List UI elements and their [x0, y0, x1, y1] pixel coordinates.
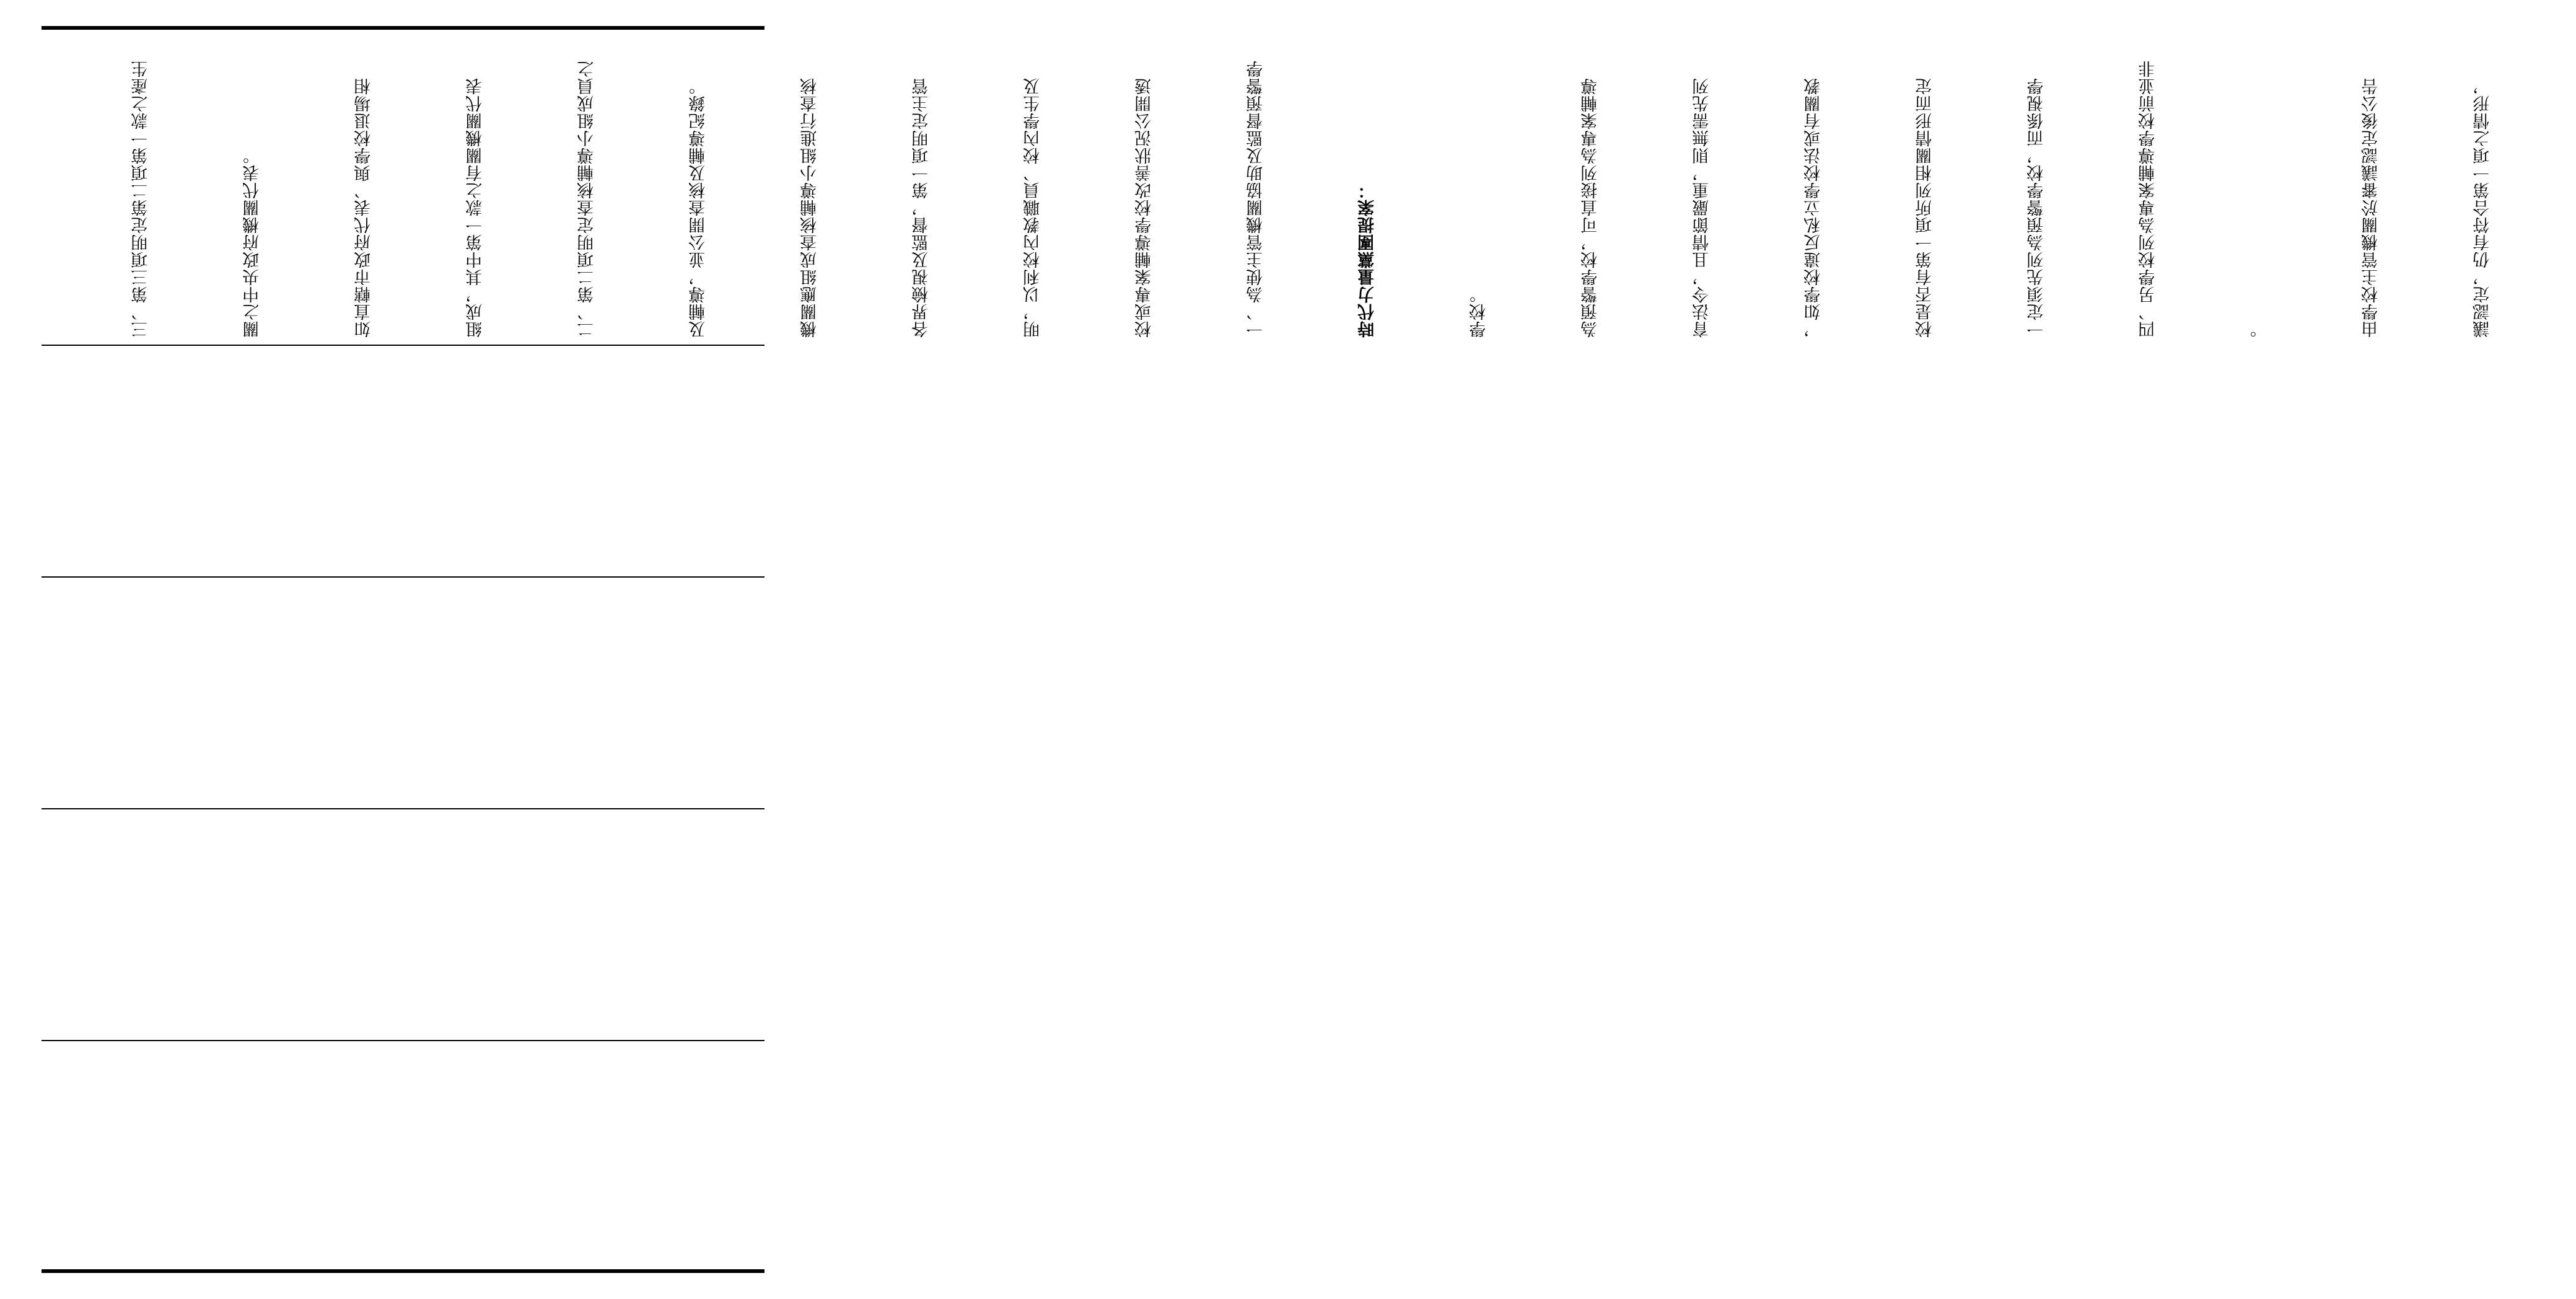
table-bottom-border [42, 1269, 764, 1273]
table-row-divider [42, 808, 764, 809]
table-row-divider [42, 576, 764, 578]
text-line: 校或專案輔導學校改善狀況公開透 [1135, 77, 1154, 338]
table-row-divider [42, 345, 764, 346]
text-line: 關之中央政府機關代表。 [243, 147, 262, 338]
explanation-cell [48, 34, 2492, 338]
text-line: 四、另學校列為專案輔導學校前並非 [2139, 60, 2158, 338]
text-line: 一、為使主管機關協助及監督預警學 [1246, 60, 1266, 338]
text-line: 學校。 [1470, 286, 1489, 338]
text-line: ，如學校違反私立學校法或有關教 [1804, 77, 1823, 338]
text-line: 各界檢視及監督，第一項明定主管 [912, 77, 931, 338]
section-heading: 時代力量黨團提案： [1358, 182, 1377, 338]
table-row-divider [42, 1040, 764, 1041]
text-line: 議認定，仍有符合第一項之情形， [2473, 77, 2492, 338]
text-line: 三、第三項明定第二項第一款之產生 [131, 60, 151, 338]
text-line: 。 [2250, 320, 2269, 338]
text-line: 二、第二項明定查核輔導小組成員之 [577, 60, 597, 338]
text-line: 為預警學校，可直接列為專案輔導 [1581, 77, 1600, 338]
text-line: 一定須先列為預警學校，而係視學 [2027, 77, 2046, 338]
text-line: 育法令，且情節嚴重，則無需先列 [1693, 77, 1712, 338]
text-line: 機關應組成查核輔導小組進行查核 [800, 77, 820, 338]
text-line: 組成，其中第一款之有關機關代表 [466, 77, 485, 338]
text-line: 由學校主管機關於審議認定後公告 [2362, 77, 2381, 338]
table-top-border [42, 26, 764, 30]
text-line: 如直轄市政府代表、與學校退場相 [354, 77, 374, 338]
text-line: 校是否有第一項所列相關情形而定 [1916, 77, 1935, 338]
text-line: 明，以利校內教職員、校內學生及 [1023, 77, 1043, 338]
text-line: 及輔導，並公開查核及輔導紀錄。 [689, 77, 708, 338]
